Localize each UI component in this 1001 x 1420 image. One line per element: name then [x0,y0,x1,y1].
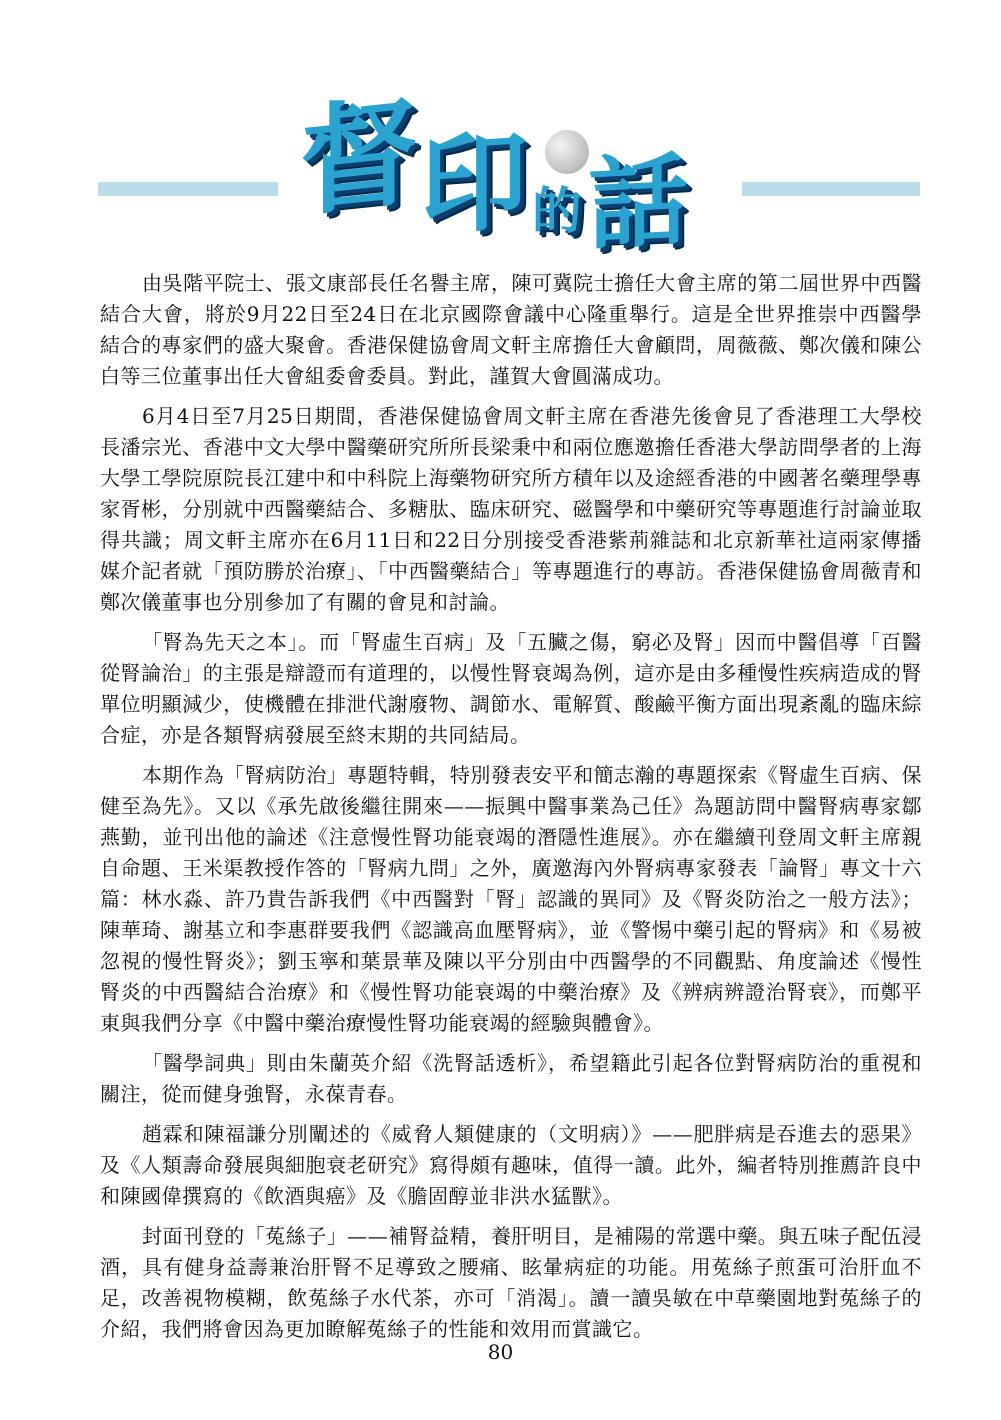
title-char-3: 的 [532,181,582,240]
title-char-4: 話 [588,140,688,264]
paragraph: 由吳階平院士、張文康部長任名譽主席，陳可冀院士擔任大會主席的第二屆世界中西醫結合大會，將於9月22日至24日在北京國際會議中心隆重舉行。這是全世界推崇中西醫學結合的專家們的盛大聚會。香港保健協會周文軒主席擔任大會顧問，周薇薇、鄭次儀和陳公白等三位董事出任大會組委會委員。對此，謹賀大會圓滿成功。 [100,271,922,388]
header [0,80,1001,264]
article-body [100,268,922,1354]
decorative-dot [545,130,589,174]
paragraph: 「腎為先天之本」。而「腎虛生百病」及「五臟之傷，窮必及腎」因而中醫倡導「百醫從腎論治」的主張是辯證而有道理的，以慢性腎衰竭為例，這亦是由多種慢性疾病造成的腎單位明顯減少，使機體在排泄代謝廢物、調節水、電解質、酸鹼平衡方面出現紊亂的臨床綜合症，亦是各類腎病發展至終末期的共同結局。 [100,630,922,747]
title-char-1: 督 [300,80,419,233]
paragraph: 趙霖和陳福謙分別闡述的《威脅人類健康的（文明病）》——肥胖病是吞進去的惡果》及《人類壽命發展與細胞衰老研究》寫得頗有趣味，值得一讀。此外，編者特別推薦許良中和陳國偉撰寫的《飲酒與癌》及《膽固醇並非洪水猛獸》。 [100,1122,922,1208]
page-title [0,80,1001,264]
paragraph: 6月4日至7月25日期間，香港保健協會周文軒主席在香港先後會見了香港理工大學校長潘宗光、香港中文大學中醫藥研究所所長梁秉中和兩位應邀擔任香港大學訪問學者的上海大學工學院原院長江建中和中科院上海藥物研究所方積年以及途經香港的中國著名藥理學專家胥彬，分別就中西醫藥結合、多糖肽、臨床研究、磁醫學和中藥研究等專題進行討論並取得共識；周文軒主席亦在6月11日和22日分別接受香港紫荊雜誌和北京新華社這兩家傳播媒介記者就「預防勝於治療」、「中西醫藥結合」等專題進行的專訪。香港保健協會周薇青和鄭次儀董事也分別參加了有關的會見和討論。 [100,404,922,614]
paragraph: 「醫學詞典」則由朱蘭英介紹《洗腎話透析》，希望籍此引起各位對腎病防治的重視和關注，從而健身強腎，永葆青春。 [100,1051,922,1106]
paragraph: 封面刊登的「菟絲子」——補腎益精，養肝明目，是補陽的常選中藥。與五味子配伍浸酒，具有健身益壽兼治肝腎不足導致之腰痛、眩暈病症的功能。用菟絲子煎蛋可治肝血不足，改善視物模糊，飲菟絲子水代茶，亦可「消渴」。讀一讀吳敏在中草藥園地對菟絲子的介紹，我們將會因為更加瞭解菟絲子的性能和效用而賞識它。 [100,1224,922,1341]
page-number: 80 [487,1340,514,1364]
paragraph: 本期作為「腎病防治」專題特輯，特別發表安平和簡志瀚的專題探索《腎虛生百病、保健至為先》。又以《承先啟後繼往開來——振興中醫事業為己任》為題訪問中醫腎病專家鄒燕勤，並刊出他的論述《注意慢性腎功能衰竭的潛隱性進展》。亦在繼續刊登周文軒主席親自命題、王米渠教授作答的「腎病九問」之外，廣邀海內外腎病專家發表「論腎」專文十六篇：林水淼、許乃貴告訴我們《中西醫對「腎」認識的異同》及《腎炎防治之一般方法》；陳華琦、謝基立和李惠群要我們《認識高血壓腎病》，並《警惕中藥引起的腎病》和《易被忽視的慢性腎炎》；劉玉寧和葉景華及陳以平分別由中西醫學的不同觀點、角度論述《慢性腎炎的中西醫結合治療》和《慢性腎功能衰竭的中藥治療》及《辨病辨證治腎衰》，而鄭平東與我們分享《中醫中藥治療慢性腎功能衰竭的經驗與體會》。 [100,763,922,1035]
title-char-2: 印 [420,117,529,251]
